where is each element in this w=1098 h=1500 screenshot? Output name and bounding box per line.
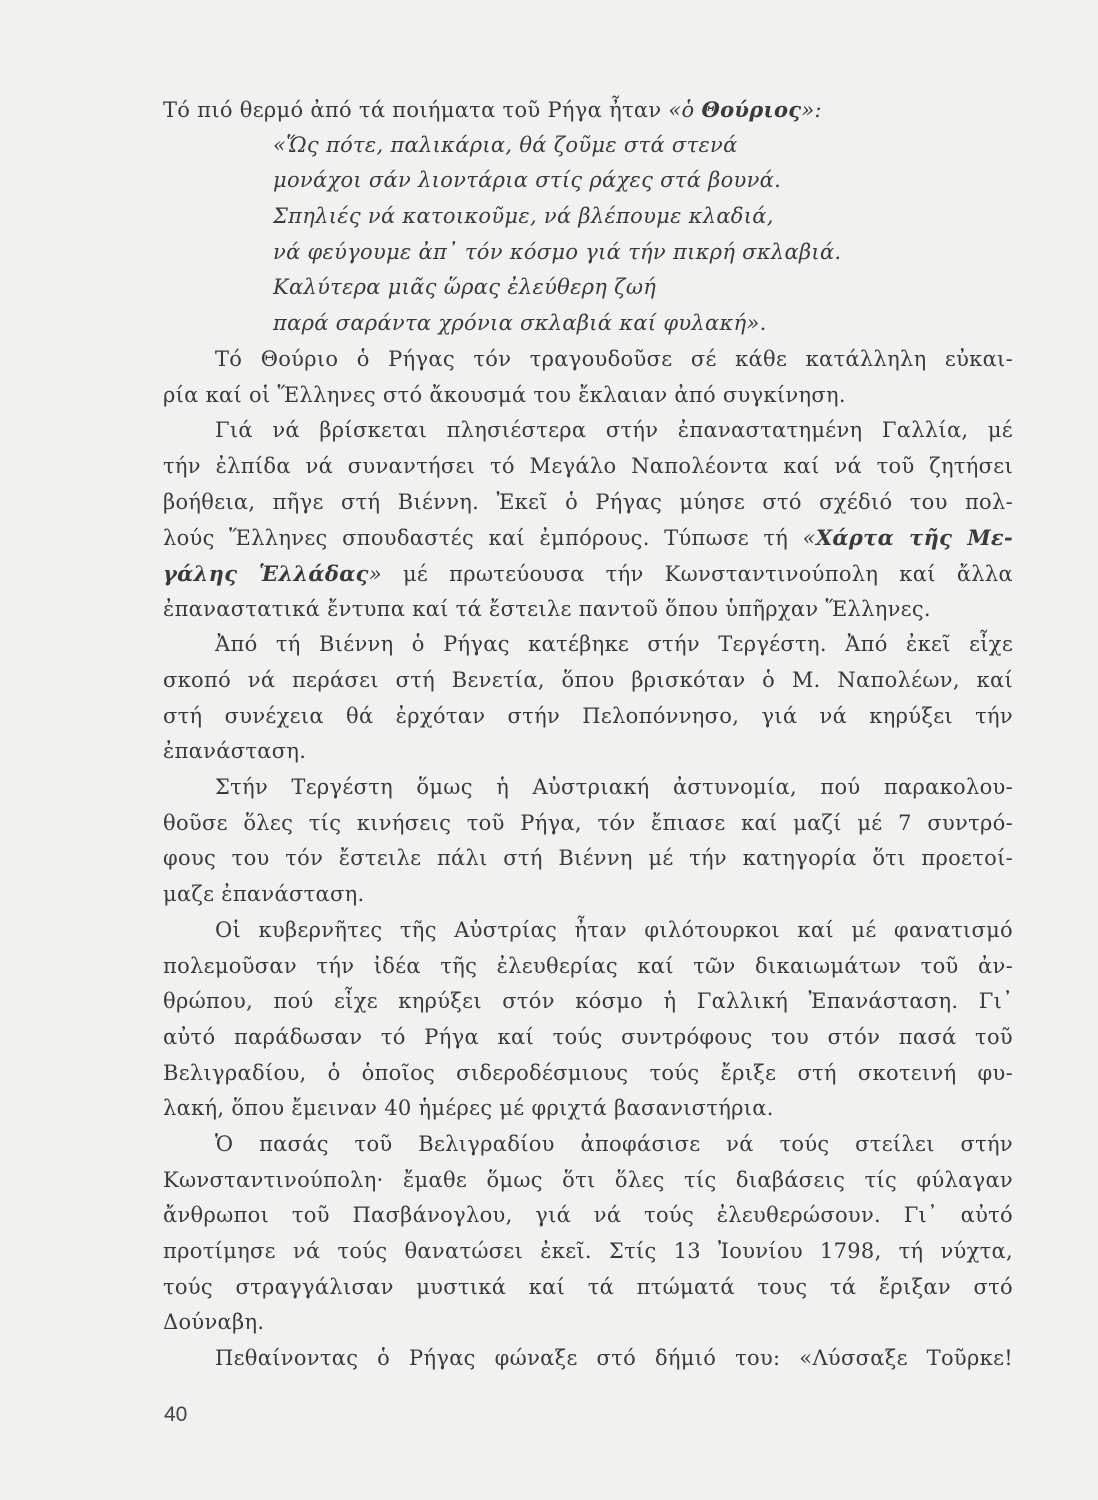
text-segment: Ἀπό τή Βιέννη ὁ Ρήγας κατέβηκε στήν Τεργέστη. Ἀπό ἐκεῖ εἶχε [215, 632, 1013, 657]
text-segment: Θούριος [701, 97, 802, 122]
text-segment: Στήν Τεργέστη ὅμως ἡ Αὐστριακή ἀστυνομία, πού παρακολου- [215, 775, 1013, 800]
text-line [163, 1163, 1013, 1199]
text-segment: « [802, 526, 816, 551]
text-segment: »: [801, 98, 822, 122]
text-segment: βοήθεια, πῆγε στή Βιέννη. Ἐκεῖ ὁ Ρήγας μύησε στό σχέδιό του πολ- [163, 489, 1013, 514]
text-segment: λούς Ἕλληνες σπουδαστές καί ἐμπόρους. Τύπωσε τή [163, 526, 803, 551]
poem-line [163, 306, 1013, 342]
text-line [163, 1341, 1013, 1377]
text-segment: λακή, ὅπου ἔμειναν 40 ἡμέρες μέ φριχτά βασανιστήρια. [163, 1096, 774, 1121]
text-segment: ἄνθρωποι τοῦ Πασβάνογλου, γιά νά τούς ἐλευθερώσουν. Γι᾿ αὐτό [163, 1203, 1013, 1228]
text-line [163, 1270, 1013, 1306]
text-segment: Γιά νά βρίσκεται πλησιέστερα στήν ἐπαναστατημένη Γαλλία, μέ [215, 418, 1013, 443]
text-segment: μονάχοι σάν λιοντάρια στίς ράχες στά βουνά. [273, 168, 782, 193]
text-line [163, 92, 1013, 128]
text-line [163, 913, 1013, 949]
text-segment: θοῦσε ὅλες τίς κινήσεις τοῦ Ρήγα, τόν ἔπιασε καί μαζί μέ 7 συντρό- [163, 810, 1013, 835]
text-segment: Σπηλιές νά κατοικοῦμε, νά βλέπουμε κλαδιά, [273, 204, 774, 229]
text-line [163, 806, 1013, 842]
text-line [163, 1056, 1013, 1092]
text-line [163, 663, 1013, 699]
poem-line [163, 270, 1013, 306]
text-line [163, 1020, 1013, 1056]
page-number: 40 [164, 1403, 188, 1426]
text-line [163, 1091, 1013, 1127]
text-segment: τούς στραγγάλισαν μυστικά καί τά πτώματά τους τά ἔριξαν στό [163, 1274, 1013, 1299]
text-segment: αὐτό παράδωσαν τό Ρήγα καί τούς συντρόφους του στόν πασά τοῦ [163, 1024, 1013, 1049]
text-segment: Κωνσταντινούπολη· ἔμαθε ὅμως ὅτι ὅλες τίς διαβάσεις τίς φύλαγαν [163, 1167, 1013, 1192]
text-segment: ρία καί οἱ Ἕλληνες στό ἄκουσμά του ἔκλαιαν ἀπό συγκίνηση. [163, 382, 846, 407]
text-line [163, 984, 1013, 1020]
text-segment: «Ὥς πότε, παλικάρια, θά ζοῦμε στά στενά [273, 132, 738, 157]
text-segment: ἐπαναστατικά ἔντυπα καί τά ἔστειλε παντοῦ ὅπου ὑπῆρχαν Ἕλληνες. [163, 596, 931, 621]
poem-line [163, 199, 1013, 235]
poem-line [163, 235, 1013, 271]
text-segment: Χάρτα τῆς Με- [815, 525, 1013, 551]
text-line [163, 485, 1013, 521]
text-segment: Τό Θούριο ὁ Ρήγας τόν τραγουδοῦσε σέ κάθε κατάλληλη εὐκαι- [215, 346, 1013, 371]
text-segment: Τό πιό θερμό ἀπό τά ποιήματα τοῦ Ρήγα ἦταν [163, 98, 669, 122]
text-segment: ἐπανάσταση. [163, 739, 307, 764]
text-line [163, 342, 1013, 378]
text-line [163, 1234, 1013, 1270]
text-segment: στή συνέχεια θά ἐρχόταν στήν Πελοπόννησο, γιά νά κηρύξει τήν [163, 703, 1013, 728]
text-segment: γάλης Ἑλλάδας [163, 560, 369, 586]
text-line [163, 734, 1013, 770]
text-line [163, 449, 1013, 485]
text-segment: Βελιγραδίου, ὁ ὁποῖος σιδεροδέσμιους τούς ἔριξε στή σκοτεινή φυ- [163, 1060, 1013, 1085]
text-segment: θρώπου, πού εἶχε κηρύξει στόν κόσμο ἡ Γαλλική Ἐπανάσταση. Γι᾿ [163, 989, 1013, 1014]
text-line [163, 592, 1013, 628]
text-segment: φους του τόν ἔστειλε πάλι στή Βιέννη μέ τήν κατηγορία ὅτι προετοί- [163, 846, 1013, 871]
text-line [163, 378, 1013, 414]
text-line [163, 1198, 1013, 1234]
poem-line [163, 128, 1013, 164]
text-segment: νά φεύγουμε ἀπ᾿ τόν κόσμο γιά τήν πικρή σκλαβιά. [273, 239, 842, 264]
text-segment: μαζε ἐπανάσταση. [163, 882, 365, 907]
text-line [163, 1305, 1013, 1341]
text-segment: σκοπό νά περάσει στή Βενετία, ὅπου βρισκόταν ὁ Μ. Ναπολέων, καί [163, 668, 1013, 692]
text-segment: Ὁ πασάς τοῦ Βελιγραδίου ἀποφάσισε νά τούς στείλει στήν [215, 1131, 1013, 1156]
text-line [163, 841, 1013, 877]
text-line [163, 627, 1013, 663]
text-segment: Οἱ κυβερνῆτες τῆς Αὐστρίας ἦταν φιλότουρκοι καί μέ φανατισμό [215, 917, 1013, 942]
text-segment: προτίμησε νά τούς θανατώσει ἐκεῖ. Στίς 13 Ἰουνίου 1798, τή νύχτα, [163, 1239, 1013, 1263]
text-segment: μέ πρωτεύουσα τήν Κωνσταντινούπολη καί ἄλλα [402, 561, 1013, 586]
text-line [163, 1127, 1013, 1163]
text-line [163, 556, 1013, 592]
text-line [163, 949, 1013, 985]
text-segment: » [368, 561, 403, 586]
text-line [163, 413, 1013, 449]
text-line [163, 520, 1013, 556]
text-line [163, 770, 1013, 806]
text-segment: Πεθαίνοντας ὁ Ρήγας φώναξε στό δήμιό του: «Λύσσαξε Τοῦρκε! [215, 1346, 1013, 1371]
text-segment: πολεμοῦσαν τήν ἰδέα τῆς ἐλευθερίας καί τῶν δικαιωμάτων τοῦ ἀν- [163, 953, 1013, 978]
text-segment: Δούναβη. [163, 1310, 265, 1335]
body-text [163, 92, 1013, 1377]
text-line [163, 699, 1013, 735]
text-segment: «ὁ [668, 98, 702, 122]
text-segment: Καλύτερα μιᾶς ὥρας ἐλεύθερη ζωή [273, 275, 657, 300]
text-segment: παρά σαράντα χρόνια σκλαβιά καί φυλακή». [273, 311, 767, 336]
text-segment: τήν ἐλπίδα νά συναντήσει τό Μεγάλο Ναπολέοντα καί νά τοῦ ζητήσει [163, 453, 1013, 478]
text-line [163, 877, 1013, 913]
poem-line [163, 163, 1013, 199]
